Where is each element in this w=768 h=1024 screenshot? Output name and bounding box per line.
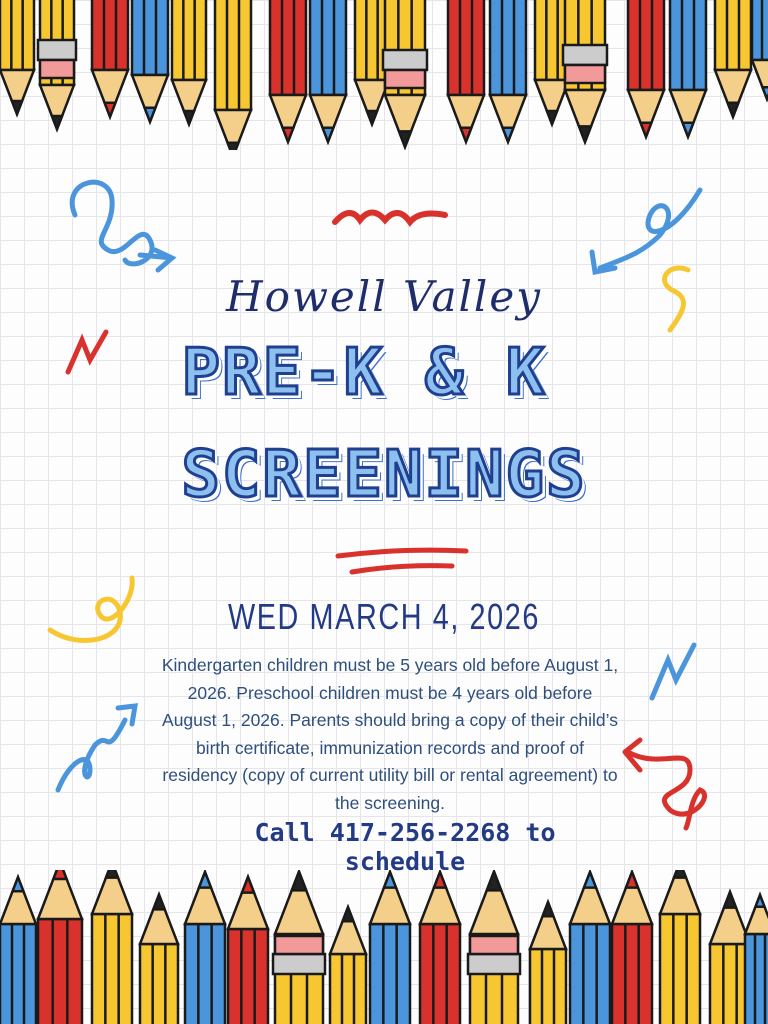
pencil-icon: [570, 872, 610, 1024]
pencil-icon: [38, 870, 82, 1024]
pencil-icon: [383, 0, 427, 147]
pencil-icon: [490, 0, 526, 142]
pencil-icon: [228, 877, 268, 1024]
pencil-icon: [330, 907, 366, 1024]
event-details: Kindergarten children must be 5 years old before August 1, 2026. Preschool children must be 4 years old before August 1, 2026. Parents should bring a copy of their child’s birth certificate, immunization records and proof of residency (copy of current utility bill or rental agreement) to the screening.: [161, 655, 619, 813]
pencil-icon: [563, 0, 607, 142]
bottom-pencil-border: [0, 870, 768, 1024]
pencil-icon: [310, 0, 346, 142]
pencil-icon: [172, 0, 206, 124]
red-double-underline-icon: [338, 550, 466, 572]
call-to-action: Call 417-256-2268 to schedule: [254, 818, 556, 876]
pencil-icon: [370, 872, 410, 1024]
pencil-icon: [670, 0, 706, 137]
pencil-icon: [468, 872, 520, 1024]
pencil-icon: [270, 0, 306, 142]
pencil-icon: [448, 0, 484, 142]
top-pencil-border: [0, 0, 768, 150]
blue-curl-arrow-icon: [592, 190, 700, 272]
red-zigzag-icon: [335, 213, 445, 223]
pencil-icon: [215, 0, 251, 150]
pencil-icon: [92, 870, 132, 1024]
school-name: Howell Valley: [226, 272, 542, 321]
pencil-icon: [745, 895, 768, 1024]
pencil-icon: [92, 0, 128, 117]
event-date: WED MARCH 4, 2026: [227, 596, 541, 637]
red-squiggle-arrow-icon: [625, 740, 705, 828]
pencil-icon: [530, 902, 566, 1024]
pencil-icon: [420, 872, 460, 1024]
pencil-icon: [140, 895, 178, 1024]
blue-squiggle-arrow-icon: [72, 182, 172, 270]
pencil-icon: [612, 872, 652, 1024]
pencil-icon: [660, 870, 700, 1024]
pencil-icon: [185, 872, 225, 1024]
title-line-1: PRE-K & K: [181, 336, 547, 410]
pencil-icon: [38, 0, 76, 129]
pencil-icon: [0, 877, 36, 1024]
blue-loop-arrow-icon: [58, 706, 135, 790]
blue-n-icon: [652, 645, 694, 698]
pencil-icon: [0, 0, 34, 114]
pencil-icon: [628, 0, 664, 137]
pencil-icon: [752, 0, 768, 99]
title-line-2: SCREENINGS: [181, 438, 587, 512]
pencil-icon: [715, 0, 751, 117]
pencil-icon: [132, 0, 168, 122]
pencil-icon: [273, 872, 325, 1024]
